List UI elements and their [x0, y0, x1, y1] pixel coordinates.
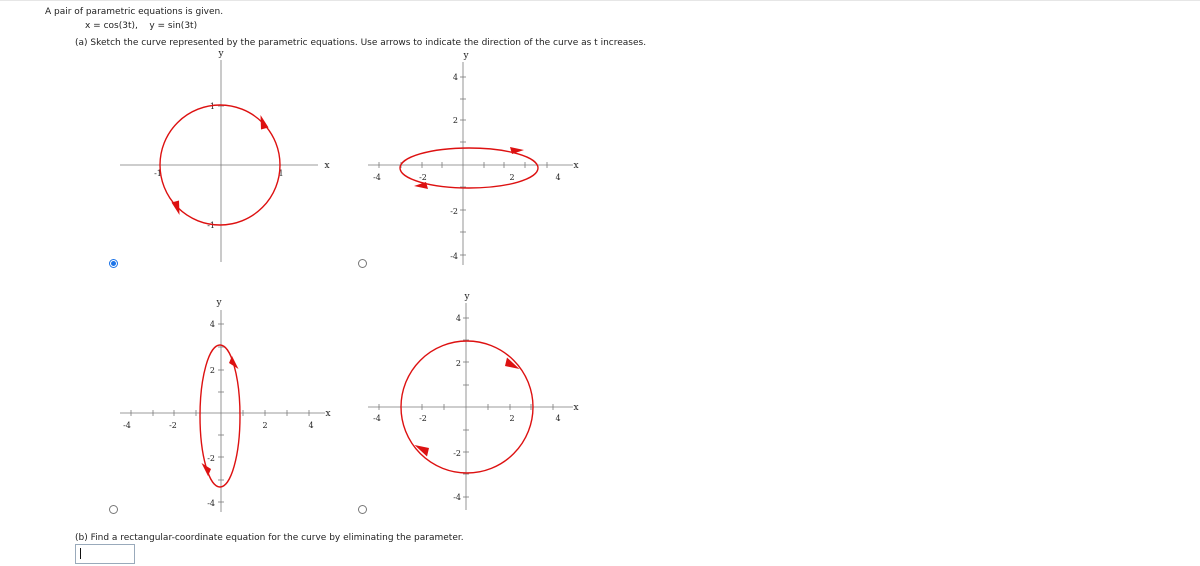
parametric-equations: [85, 21, 197, 31]
tick-label: -2: [169, 421, 177, 430]
tick-label: 4: [452, 73, 458, 82]
tick-label: -2: [419, 173, 427, 182]
x-equation: x = cos(3t),: [85, 21, 138, 31]
tick-label: -2: [453, 449, 461, 458]
direction-arrow: [172, 201, 180, 216]
tick-label: -1: [154, 169, 162, 178]
tick-label: 4: [455, 314, 461, 323]
x-axis-label: x: [573, 403, 579, 413]
tick-label: 1: [278, 169, 284, 178]
radio-option-3[interactable]: [109, 505, 118, 514]
tick-label: -2: [419, 414, 427, 423]
curve-ellipse: [200, 345, 240, 487]
y-axis-label: y: [216, 298, 222, 308]
tick-label: -4: [207, 499, 215, 508]
tick-label: 4: [209, 320, 215, 329]
y-axis-label: y: [463, 51, 469, 61]
radio-option-1[interactable]: [109, 259, 118, 268]
curve-ellipse: [400, 148, 538, 188]
graph-option-4: [360, 290, 590, 520]
tick-label: -4: [373, 414, 381, 423]
tick-label: 2: [509, 414, 515, 423]
x-axis-label: x: [324, 161, 330, 171]
tick-label: 2: [455, 359, 461, 368]
tick-label: 2: [262, 421, 268, 430]
tick-label: 1: [209, 102, 215, 111]
part-a-prompt: (a) Sketch the curve represented by the parametric equations. Use arrows to indicate the direction of the curve as t increases.: [75, 38, 647, 48]
radio-option-4[interactable]: [358, 505, 367, 514]
y-axis-label: y: [464, 292, 470, 302]
direction-arrow: [229, 356, 239, 369]
direction-arrow: [202, 463, 212, 476]
answer-input[interactable]: [75, 544, 135, 564]
tick-label: -4: [453, 493, 461, 502]
graph-option-1: [110, 50, 340, 270]
x-axis-label: x: [325, 409, 331, 419]
x-axis-label: x: [573, 161, 579, 171]
tick-label: 2: [509, 173, 515, 182]
tick-label: -4: [123, 421, 131, 430]
tick-label: 2: [209, 366, 215, 375]
tick-label: 2: [452, 116, 458, 125]
problem-intro: A pair of parametric equations is given.: [45, 7, 224, 17]
tick-label: -4: [373, 173, 381, 182]
graph-option-3: [110, 290, 340, 520]
top-divider: [0, 0, 1200, 1]
radio-option-2[interactable]: [358, 259, 367, 268]
text-cursor: [80, 548, 81, 559]
tick-label: -2: [450, 207, 458, 216]
tick-label: 4: [308, 421, 314, 430]
graph-option-2: [360, 50, 590, 270]
tick-label: 4: [555, 173, 561, 182]
tick-label: -1: [207, 221, 215, 230]
y-axis-label: y: [218, 49, 224, 59]
direction-arrow: [261, 115, 269, 130]
y-equation: y = sin(3t): [149, 21, 198, 31]
part-b-prompt: (b) Find a rectangular-coordinate equation for the curve by eliminating the parameter.: [75, 533, 464, 543]
tick-label: -2: [207, 454, 215, 463]
tick-label: 4: [555, 414, 561, 423]
tick-label: -4: [450, 252, 458, 261]
